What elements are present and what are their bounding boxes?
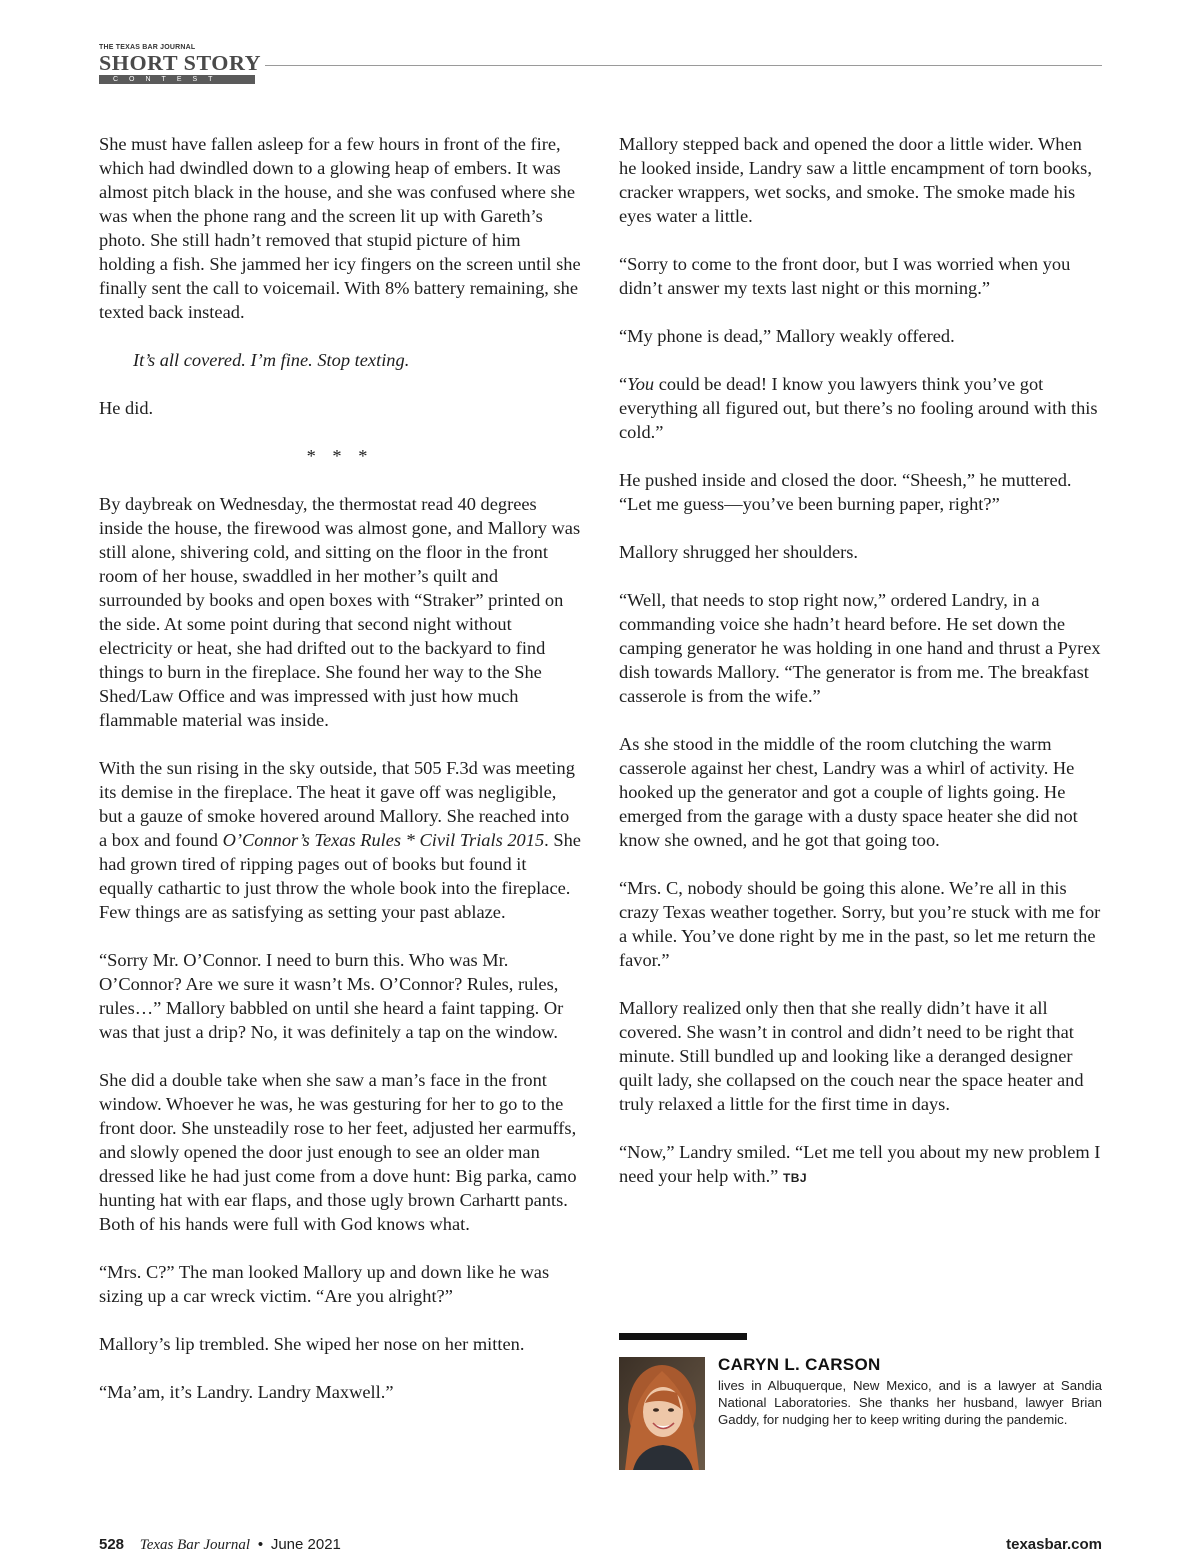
- paragraph: [619, 372, 1102, 444]
- paragraph: As she stood in the middle of the room clutching the warm casserole against her chest, Landry was a whirl of activity. He hooked up the generator and got a couple of lights going. He emerged from the garage with a dusty space heater she did not know she owned, and he got that going too.: [619, 734, 1078, 850]
- paragraph: He did.: [99, 398, 154, 418]
- paragraph: She did a double take when she saw a man’s face in the front window. Whoever he was, he was gesturing for her to go to the front door. She unsteadily rose to her feet, adjusted her earmuffs, and slowly opened the door just enough to see an older man dressed like he had just come from a dove hunt: Big parka, camo hunting hat with ear flaps, and those ugly brown Carhartt pants. Both of his hands were full with God knows what.: [99, 1070, 577, 1234]
- paragraph: He pushed inside and closed the door. “Sheesh,” he muttered. “Let me guess—you’ve been burning paper, right?”: [619, 470, 1072, 514]
- paragraph: “Mrs. C, nobody should be going this alone. We’re all in this crazy Texas weather together. Sorry, but you’re stuck with me for a while. You’ve done right by me in the past, so let me return the favor.”: [619, 878, 1101, 970]
- author-name: CARYN L. CARSON: [718, 1355, 881, 1374]
- paragraph: Mallory’s lip trembled. She wiped her nose on her mitten.: [99, 1334, 525, 1354]
- footer-bullet: •: [257, 1536, 264, 1553]
- end-mark: TBJ: [782, 1171, 808, 1185]
- right-column: [619, 132, 1102, 1214]
- paragraph-text: . She had grown tired of ripping pages out of books but found it equally cathartic to just throw the whole book into the fireplace. Few things are as satisfying as setting your past ablaze.: [99, 830, 581, 922]
- paragraph: “Sorry to come to the front door, but I was worried when you didn’t answer my texts last night or this morning.”: [619, 254, 1071, 298]
- footer: [99, 1536, 1102, 1558]
- left-column: [99, 132, 581, 1428]
- masthead: [99, 44, 1102, 86]
- page-number: 528: [99, 1536, 125, 1553]
- final-paragraph: [619, 1140, 1102, 1190]
- paragraph: By daybreak on Wednesday, the thermostat read 40 degrees inside the house, the firewood was almost gone, and Mallory was still alone, shivering cold, and sitting on the floor in the front room of her house, swaddled in her mother’s quilt and surrounded by books and open boxes with “Straker” printed on the side. At some point during that second night without electricity or heat, she had drifted out to the backyard to find things to burn in the fireplace. She found her way to the She Shed/Law Office and was impressed with just how much flammable material was inside.: [99, 494, 581, 730]
- paragraph: Mallory realized only then that she really didn’t have it all covered. She wasn’t in control and didn’t need to be right that minute. Still bundled up and looking like a deranged designer quilt lady, she collapsed on the couch near the space heater and truly relaxed a little for the first time in days.: [619, 998, 1084, 1114]
- paragraph: “Well, that needs to stop right now,” ordered Landry, in a commanding voice she hadn’t heard before. He set down the camping generator he was holding in one hand and thrust a Pyrex dish towards Mallory. “The generator is from me. The breakfast casserole is from the wife.”: [619, 590, 1101, 706]
- paragraph: “Mrs. C?” The man looked Mallory up and down like he was sizing up a car wreck victim. “Are you alright?”: [99, 1262, 550, 1306]
- masthead-rule: [265, 65, 1102, 66]
- author-photo: [619, 1357, 705, 1470]
- author-bio: lives in Albuquerque, New Mexico, and is a lawyer at Sandia National Laboratories. She thanks her husband, lawyer Brian Gaddy, for nudging her to keep writing during the pandemic.: [718, 1378, 1102, 1427]
- paragraph: “Ma’am, it’s Landry. Landry Maxwell.”: [99, 1382, 394, 1402]
- author-rule: [619, 1333, 747, 1340]
- journal-name: Texas Bar Journal: [139, 1537, 251, 1553]
- paragraph-text: “Now,” Landry smiled. “Let me tell you about my new problem I need your help with.”: [619, 1142, 1101, 1186]
- paragraph: Mallory shrugged her shoulders.: [619, 542, 859, 562]
- paragraph: “My phone is dead,” Mallory weakly offered.: [619, 326, 955, 346]
- paragraph-text: “: [619, 374, 628, 394]
- section-break: * * *: [306, 446, 374, 466]
- text-message: [99, 348, 581, 372]
- site-link[interactable]: texasbar.com: [1006, 1536, 1102, 1553]
- paragraph: Mallory stepped back and opened the door a little wider. When he looked inside, Landry saw a little encampment of torn books, cracker wrappers, wet socks, and smoke. The smoke made his eyes water a little.: [619, 134, 1092, 226]
- paragraph: She must have fallen asleep for a few hours in front of the fire, which had dwindled down to a glowing heap of embers. It was almost pitch black in the house, and she was confused where she was when the phone rang and the screen lit up with Gareth’s photo. She still hadn’t removed that stupid picture of him holding a fish. She jammed her icy fingers on the screen until she finally sent the call to voicemail. With 8% battery remaining, she texted back instead.: [99, 134, 581, 322]
- emphasis: You: [627, 374, 655, 394]
- issue-date: June 2021: [270, 1536, 341, 1553]
- footer-left: [99, 1536, 341, 1554]
- book-title: O’Connor’s Texas Rules * Civil Trials 2015: [222, 830, 545, 850]
- paragraph-text: could be dead! I know you lawyers think you’ve got everything all figured out, but there’s no fooling around with this cold.”: [619, 374, 1098, 442]
- masthead-title: SHORT STORY: [99, 51, 262, 75]
- text-message-italic: It’s all covered. I’m fine. Stop texting.: [133, 350, 410, 370]
- paragraph: “Sorry Mr. O’Connor. I need to burn this. Who was Mr. O’Connor? Are we sure it wasn’t Ms. O’Connor? Rules, rules, rules…” Mallory babbled on until she heard a faint tapping. Or was that just a drip? No, it was definitely a tap on the window.: [99, 950, 564, 1042]
- paragraph-text: With the sun rising in the sky outside, that 505 F.3d was meeting its demise in the fireplace. The heat it gave off was negligible, but a gauze of smoke hovered around Mallory. She reached into a box and found: [99, 758, 575, 850]
- masthead-band: CONTEST: [99, 75, 255, 84]
- masthead-kicker: THE TEXAS BAR JOURNAL: [99, 44, 196, 51]
- paragraph: [99, 756, 581, 924]
